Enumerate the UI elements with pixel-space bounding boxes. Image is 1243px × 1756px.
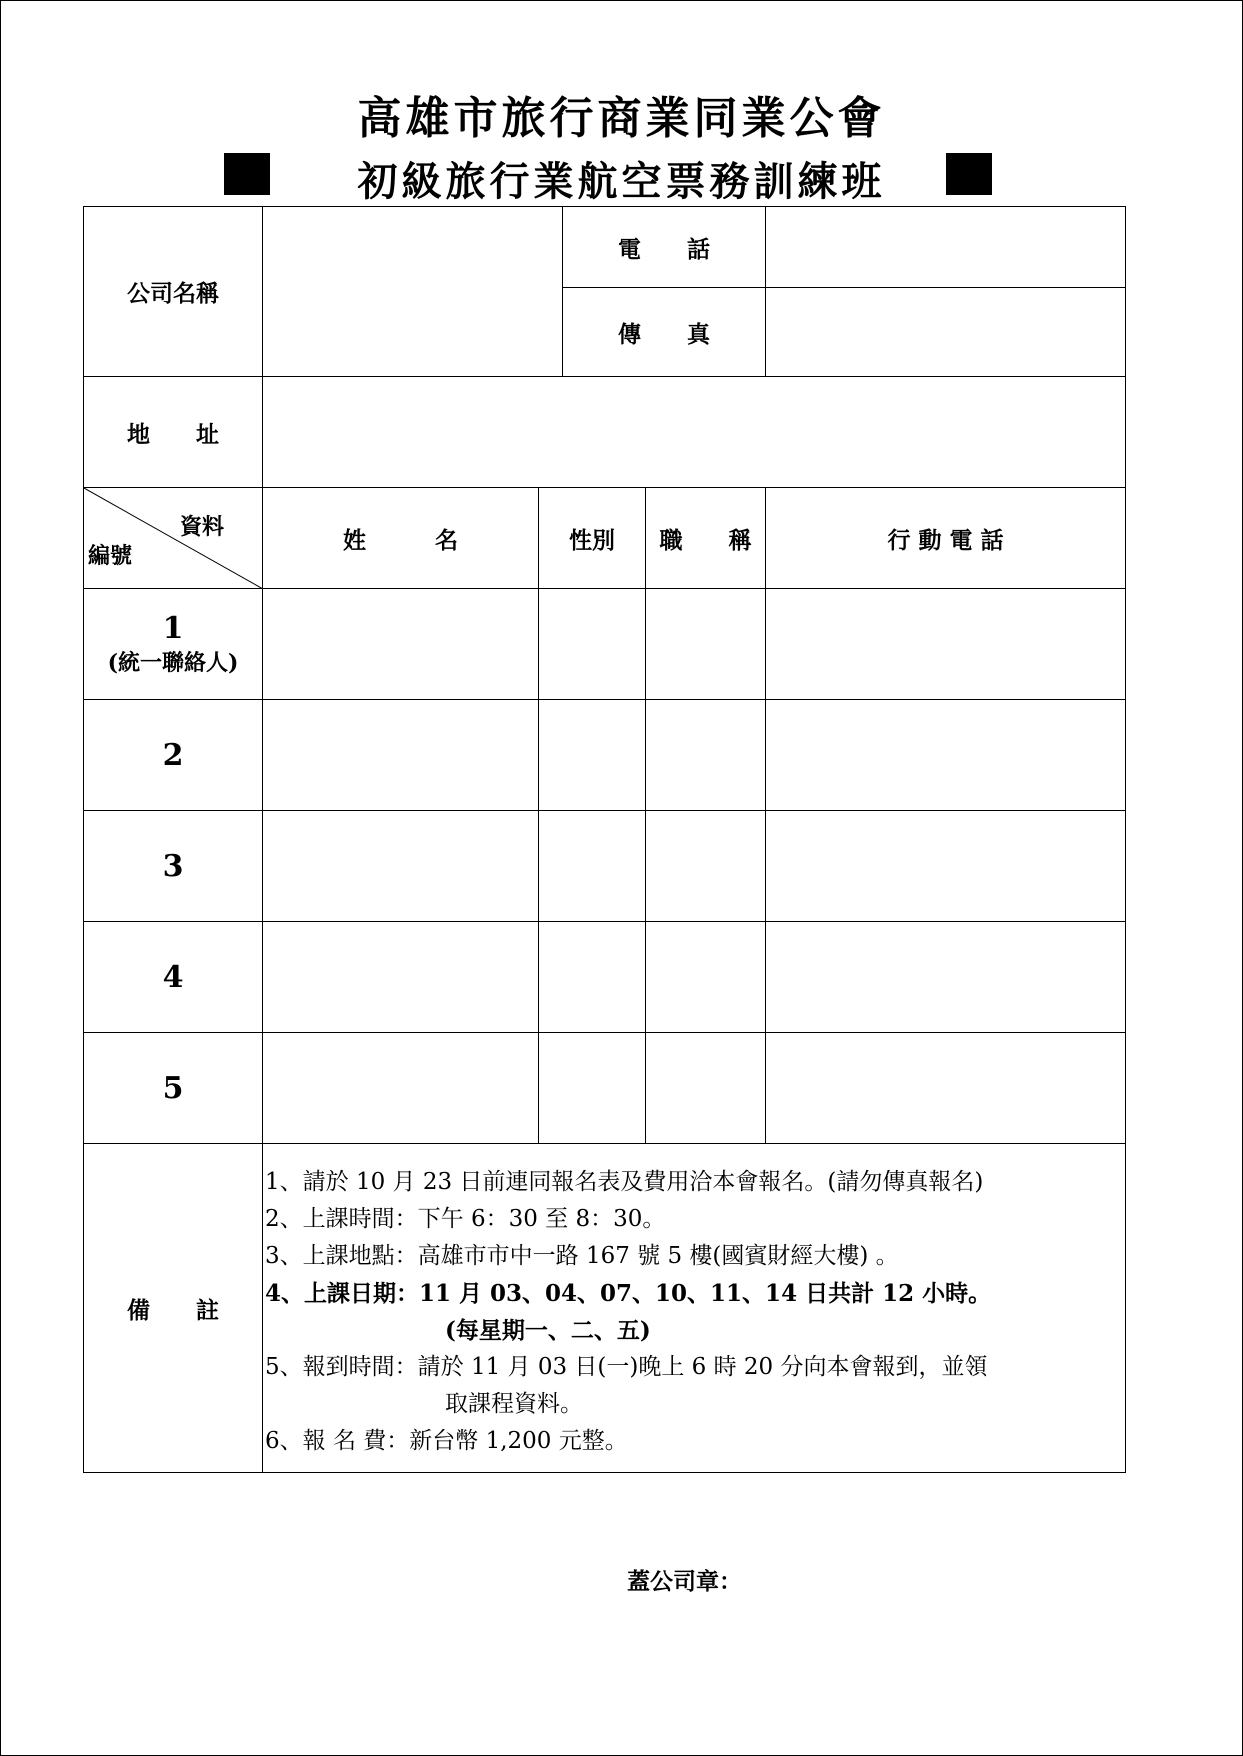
job-title-field[interactable] bbox=[646, 811, 766, 922]
association-title: 高雄市旅行商業同業公會 bbox=[357, 93, 886, 144]
corner-label-number: 編號 bbox=[88, 543, 133, 569]
column-header-mobile: 行 動 電 話 bbox=[766, 488, 1126, 589]
note-line-3: 3、上課地點：高雄市市中一路 167 號 5 樓(國賓財經大樓) 。 bbox=[265, 1243, 899, 1269]
name-field[interactable] bbox=[263, 700, 539, 811]
gender-field[interactable] bbox=[539, 1033, 646, 1144]
mobile-field[interactable] bbox=[766, 922, 1126, 1033]
company-name-field[interactable] bbox=[263, 207, 563, 377]
note-line-2: 2、上課時間：下午 6：30 至 8：30。 bbox=[265, 1206, 666, 1232]
row-number: 4 bbox=[84, 922, 263, 1033]
fax-label: 傳 真 bbox=[563, 288, 766, 377]
gender-field[interactable] bbox=[539, 589, 646, 700]
name-field[interactable] bbox=[263, 811, 539, 922]
column-header-gender: 性別 bbox=[539, 488, 646, 589]
notes-label: 備 註 bbox=[84, 1144, 263, 1473]
note-line-5: 5、報到時間：請於 11 月 03 日(一)晚上 6 時 20 分向本會報到，並領 bbox=[265, 1354, 988, 1380]
registration-form-table bbox=[83, 206, 1126, 1473]
company-name-label: 公司名稱 bbox=[84, 207, 263, 377]
table-row bbox=[84, 811, 1126, 922]
row-number: 2 bbox=[84, 700, 263, 811]
column-header-name: 姓 名 bbox=[263, 488, 539, 589]
note-line-4: 4、上課日期：11 月 03、04、07、10、11、14 日共計 12 小時。 bbox=[265, 1280, 992, 1307]
table-row bbox=[84, 700, 1126, 811]
corner-label-data: 資料 bbox=[179, 514, 224, 540]
mobile-field[interactable] bbox=[766, 1033, 1126, 1144]
table-row bbox=[84, 1033, 1126, 1144]
note-line-4-continued: (每星期一、二、五) bbox=[445, 1317, 651, 1344]
mobile-field[interactable] bbox=[766, 811, 1126, 922]
row-number: 3 bbox=[84, 811, 263, 922]
gender-field[interactable] bbox=[539, 922, 646, 1033]
mobile-field[interactable] bbox=[766, 589, 1126, 700]
fax-field[interactable] bbox=[766, 288, 1126, 377]
name-field[interactable] bbox=[263, 1033, 539, 1144]
job-title-field[interactable] bbox=[646, 1033, 766, 1144]
name-field[interactable] bbox=[263, 589, 539, 700]
note-line-6: 6、報 名 費：新台幣 1,200 元整。 bbox=[265, 1428, 628, 1454]
job-title-field[interactable] bbox=[646, 700, 766, 811]
address-label: 地 址 bbox=[84, 377, 263, 488]
job-title-field[interactable] bbox=[646, 589, 766, 700]
job-title-field[interactable] bbox=[646, 922, 766, 1033]
header-corner-cell bbox=[84, 488, 263, 589]
note-line-1: 1、請於 10 月 23 日前連同報名表及費用洽本會報名。(請勿傳真報名) bbox=[265, 1169, 984, 1195]
table-row bbox=[84, 922, 1126, 1033]
notes-content bbox=[263, 1144, 1126, 1473]
phone-field[interactable] bbox=[766, 207, 1126, 288]
gender-field[interactable] bbox=[539, 811, 646, 922]
row-number-cell bbox=[84, 589, 263, 700]
course-title: 初級旅行業航空票務訓練班 bbox=[357, 158, 886, 205]
row-number: 1 bbox=[162, 611, 184, 646]
phone-label: 電 話 bbox=[563, 207, 766, 288]
contact-person-note: (統一聯絡人) bbox=[107, 650, 239, 676]
mobile-field[interactable] bbox=[766, 700, 1126, 811]
note-line-5-continued: 取課程資料。 bbox=[445, 1391, 583, 1417]
table-row bbox=[84, 589, 1126, 700]
column-header-title: 職 稱 bbox=[646, 488, 766, 589]
company-stamp-label: 蓋公司章： bbox=[627, 1568, 742, 1595]
gender-field[interactable] bbox=[539, 700, 646, 811]
address-field[interactable] bbox=[263, 377, 1126, 488]
right-square-marker bbox=[946, 153, 992, 195]
row-number: 5 bbox=[84, 1033, 263, 1144]
name-field[interactable] bbox=[263, 922, 539, 1033]
